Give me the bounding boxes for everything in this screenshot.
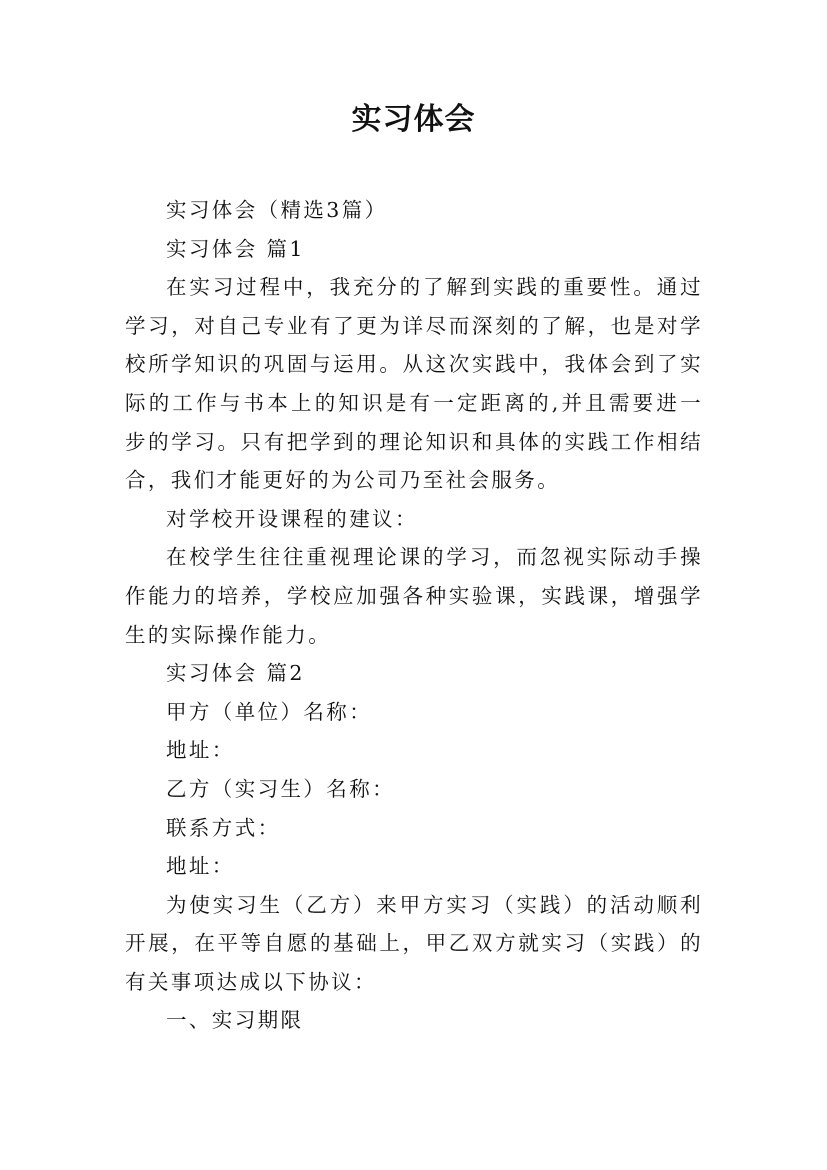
body-paragraph: 对学校开设课程的建议： [166, 506, 418, 531]
subtitle-paragraph: 实习体会（精选3篇） [166, 198, 388, 222]
body-paragraph: 为使实习生（乙方）来甲方实习（实践）的活动顺利开展，在平等自愿的基础上，甲乙双方就实习（实践）的有关事项达成以下协议： [125, 892, 703, 994]
form-field-line: 甲方（单位）名称： [166, 699, 373, 724]
form-field-line: 乙方（实习生）名称： [166, 776, 395, 801]
document-body [125, 191, 703, 1040]
form-field-line: 地址： [166, 854, 235, 879]
form-field-line: 联系方式： [166, 815, 281, 840]
clause-heading: 一、实习期限 [166, 1008, 304, 1033]
body-paragraph: 在校学生往往重视理论课的学习，而忽视实际动手操作能力的培养，学校应加强各种实验课，实践课，增强学生的实际操作能力。 [125, 545, 703, 647]
section-heading-2: 实习体会 篇2 [166, 661, 305, 686]
form-field-line: 地址： [166, 738, 235, 763]
document-title: 实习体会 [351, 102, 476, 137]
body-paragraph: 在实习过程中，我充分的了解到实践的重要性。通过学习，对自己专业有了更为详尽而深刻的了解，也是对学校所学知识的巩固与运用。从这次实践中，我体会到了实际的工作与书本上的知识是有一定距离的,并且需要进一步的学习。只有把学到的理论知识和具体的实践工作相结合，我们才能更好的为公司乃至社会服务。 [125, 275, 703, 493]
section-heading-1: 实习体会 篇1 [166, 236, 305, 261]
